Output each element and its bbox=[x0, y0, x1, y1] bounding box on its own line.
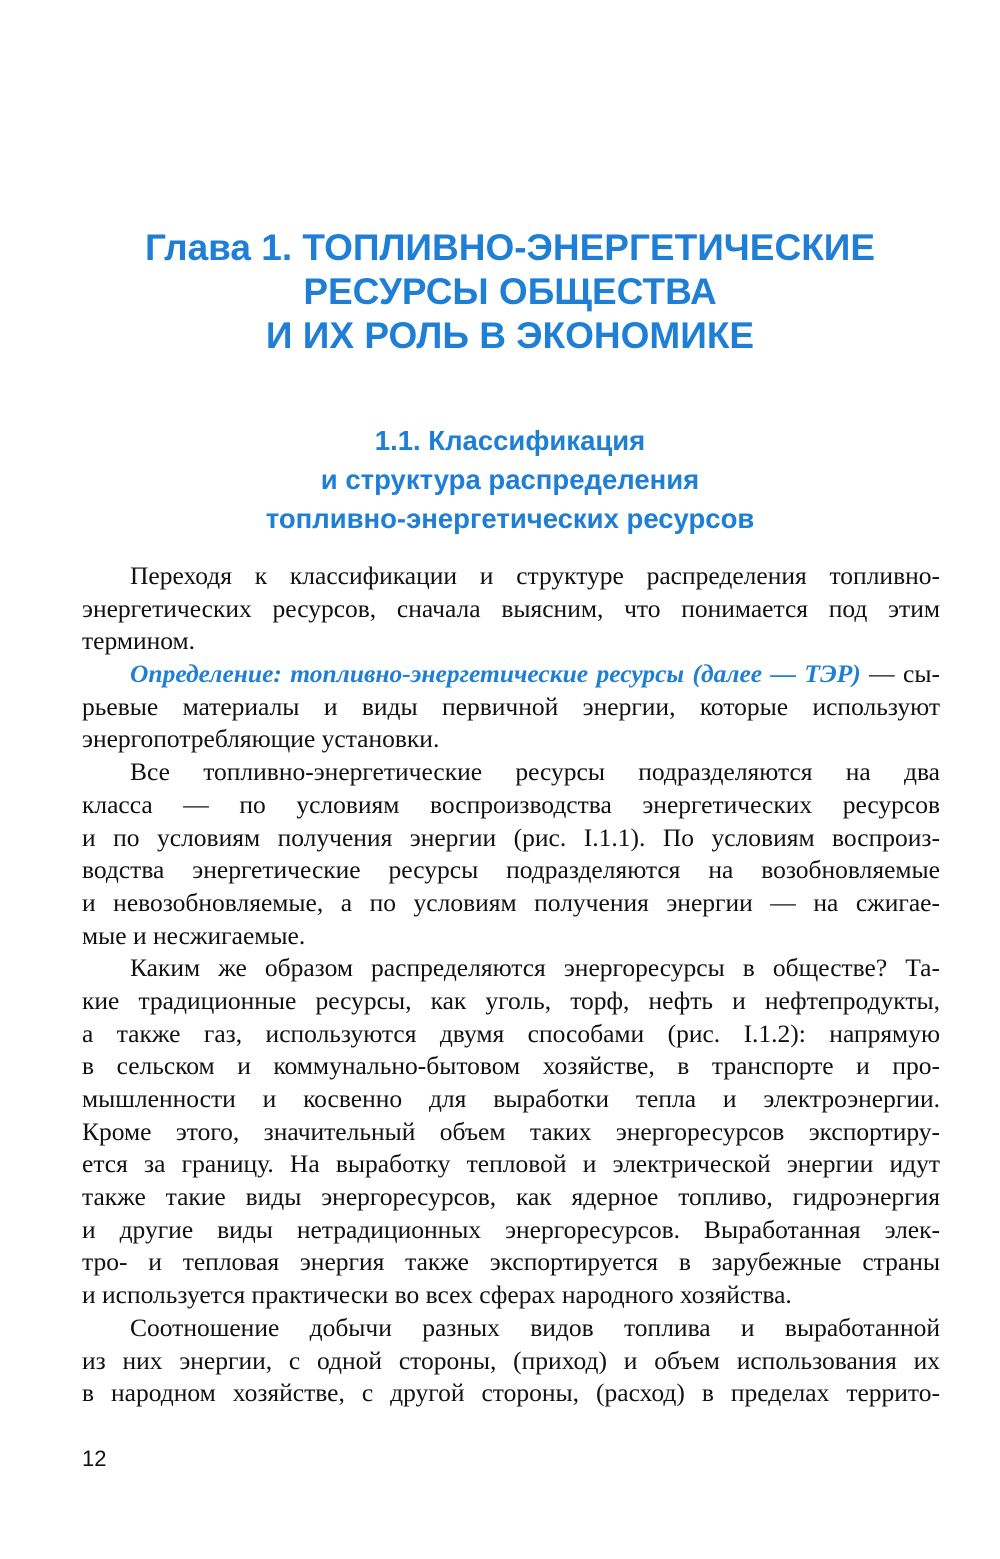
text-line: и невозобновляемые, а по условиям получения энергии — на сжигае- bbox=[82, 887, 940, 917]
text-line: мые и несжигаемые. bbox=[82, 920, 306, 950]
paragraph bbox=[82, 1312, 940, 1410]
text-line: и другие виды нетрадиционных энергоресурсов. Выработанная элек- bbox=[82, 1214, 940, 1244]
text-line: в народном хозяйстве, с другой стороны, (расход) в пределах террито- bbox=[82, 1378, 940, 1408]
paragraph bbox=[82, 560, 940, 658]
text-line: и используется практически во всех сферах народного хозяйства. bbox=[82, 1280, 792, 1310]
text-line: класса — по условиям воспроизводства энергетических ресурсов bbox=[82, 789, 940, 819]
text-line: Кроме этого, значительный объем таких энергоресурсов экспортиру- bbox=[82, 1116, 940, 1146]
definition-rest: — сы- bbox=[860, 659, 940, 689]
text-line: мышленности и косвенно для выработки тепла и электроэнергии. bbox=[82, 1084, 940, 1113]
body-text bbox=[82, 560, 940, 1410]
text-line: Каким же образом распределяются энергоресурсы в обществе? Та- bbox=[130, 953, 940, 983]
section-title bbox=[80, 421, 940, 538]
chapter-title-line: И ИХ РОЛЬ В ЭКОНОМИКЕ bbox=[265, 315, 755, 356]
text-line: термином. bbox=[82, 626, 196, 656]
chapter-title bbox=[80, 226, 940, 358]
text-line: ется за границу. На выработку тепловой и электрической энергии идут bbox=[82, 1149, 940, 1179]
page-number: 12 bbox=[82, 1446, 107, 1471]
definition-paragraph bbox=[82, 658, 940, 756]
section-title-line: и структура распределения bbox=[320, 464, 700, 495]
chapter-title-line: Глава 1. ТОПЛИВНО-ЭНЕРГЕТИЧЕСКИЕ bbox=[144, 227, 876, 268]
text-line: а также газ, используются двумя способами (рис. I.1.2): напрямую bbox=[82, 1018, 940, 1048]
definition-term: Определение: топливно-энергетические ресурсы (далее — ТЭР) bbox=[130, 659, 861, 689]
text-line: энергетических ресурсов, сначала выясним, что понимается под этим bbox=[82, 593, 940, 623]
paragraph bbox=[82, 756, 940, 952]
text-line: кие традиционные ресурсы, как уголь, торф, нефть и нефтепродукты, bbox=[82, 985, 940, 1015]
text-line: в сельском и коммунально-бытовом хозяйстве, в транспорте и про- bbox=[82, 1051, 940, 1081]
section-title-line: топливно-энергетических ресурсов bbox=[265, 503, 755, 534]
text-line: из них энергии, с одной стороны, (приход) и объем использования их bbox=[82, 1345, 940, 1375]
text-line: энергопотребляющие установки. bbox=[82, 724, 440, 754]
text-line: и по условиям получения энергии (рис. I.1.1). По условиям воспроиз- bbox=[82, 822, 940, 852]
text-line: Все топливно-энергетические ресурсы подразделяются на два bbox=[130, 757, 940, 787]
section-title-line: 1.1. Классификация bbox=[374, 425, 646, 456]
text-line: рьевые материалы и виды первичной энергии, которые используют bbox=[82, 691, 940, 721]
paragraph bbox=[82, 952, 940, 1312]
text-line: также такие виды энергоресурсов, как ядерное топливо, гидроэнергия bbox=[82, 1182, 940, 1212]
text-line: водства энергетические ресурсы подразделяются на возобновляемые bbox=[82, 855, 940, 885]
text-line bbox=[82, 658, 940, 691]
chapter-title-line: РЕСУРСЫ ОБЩЕСТВА bbox=[303, 271, 717, 312]
text-line: Переходя к классификации и структуре распределения топливно- bbox=[130, 561, 940, 590]
text-line: тро- и тепловая энергия также экспортируется в зарубежные страны bbox=[82, 1247, 940, 1277]
text-line: Соотношение добычи разных видов топлива и выработанной bbox=[130, 1312, 940, 1342]
